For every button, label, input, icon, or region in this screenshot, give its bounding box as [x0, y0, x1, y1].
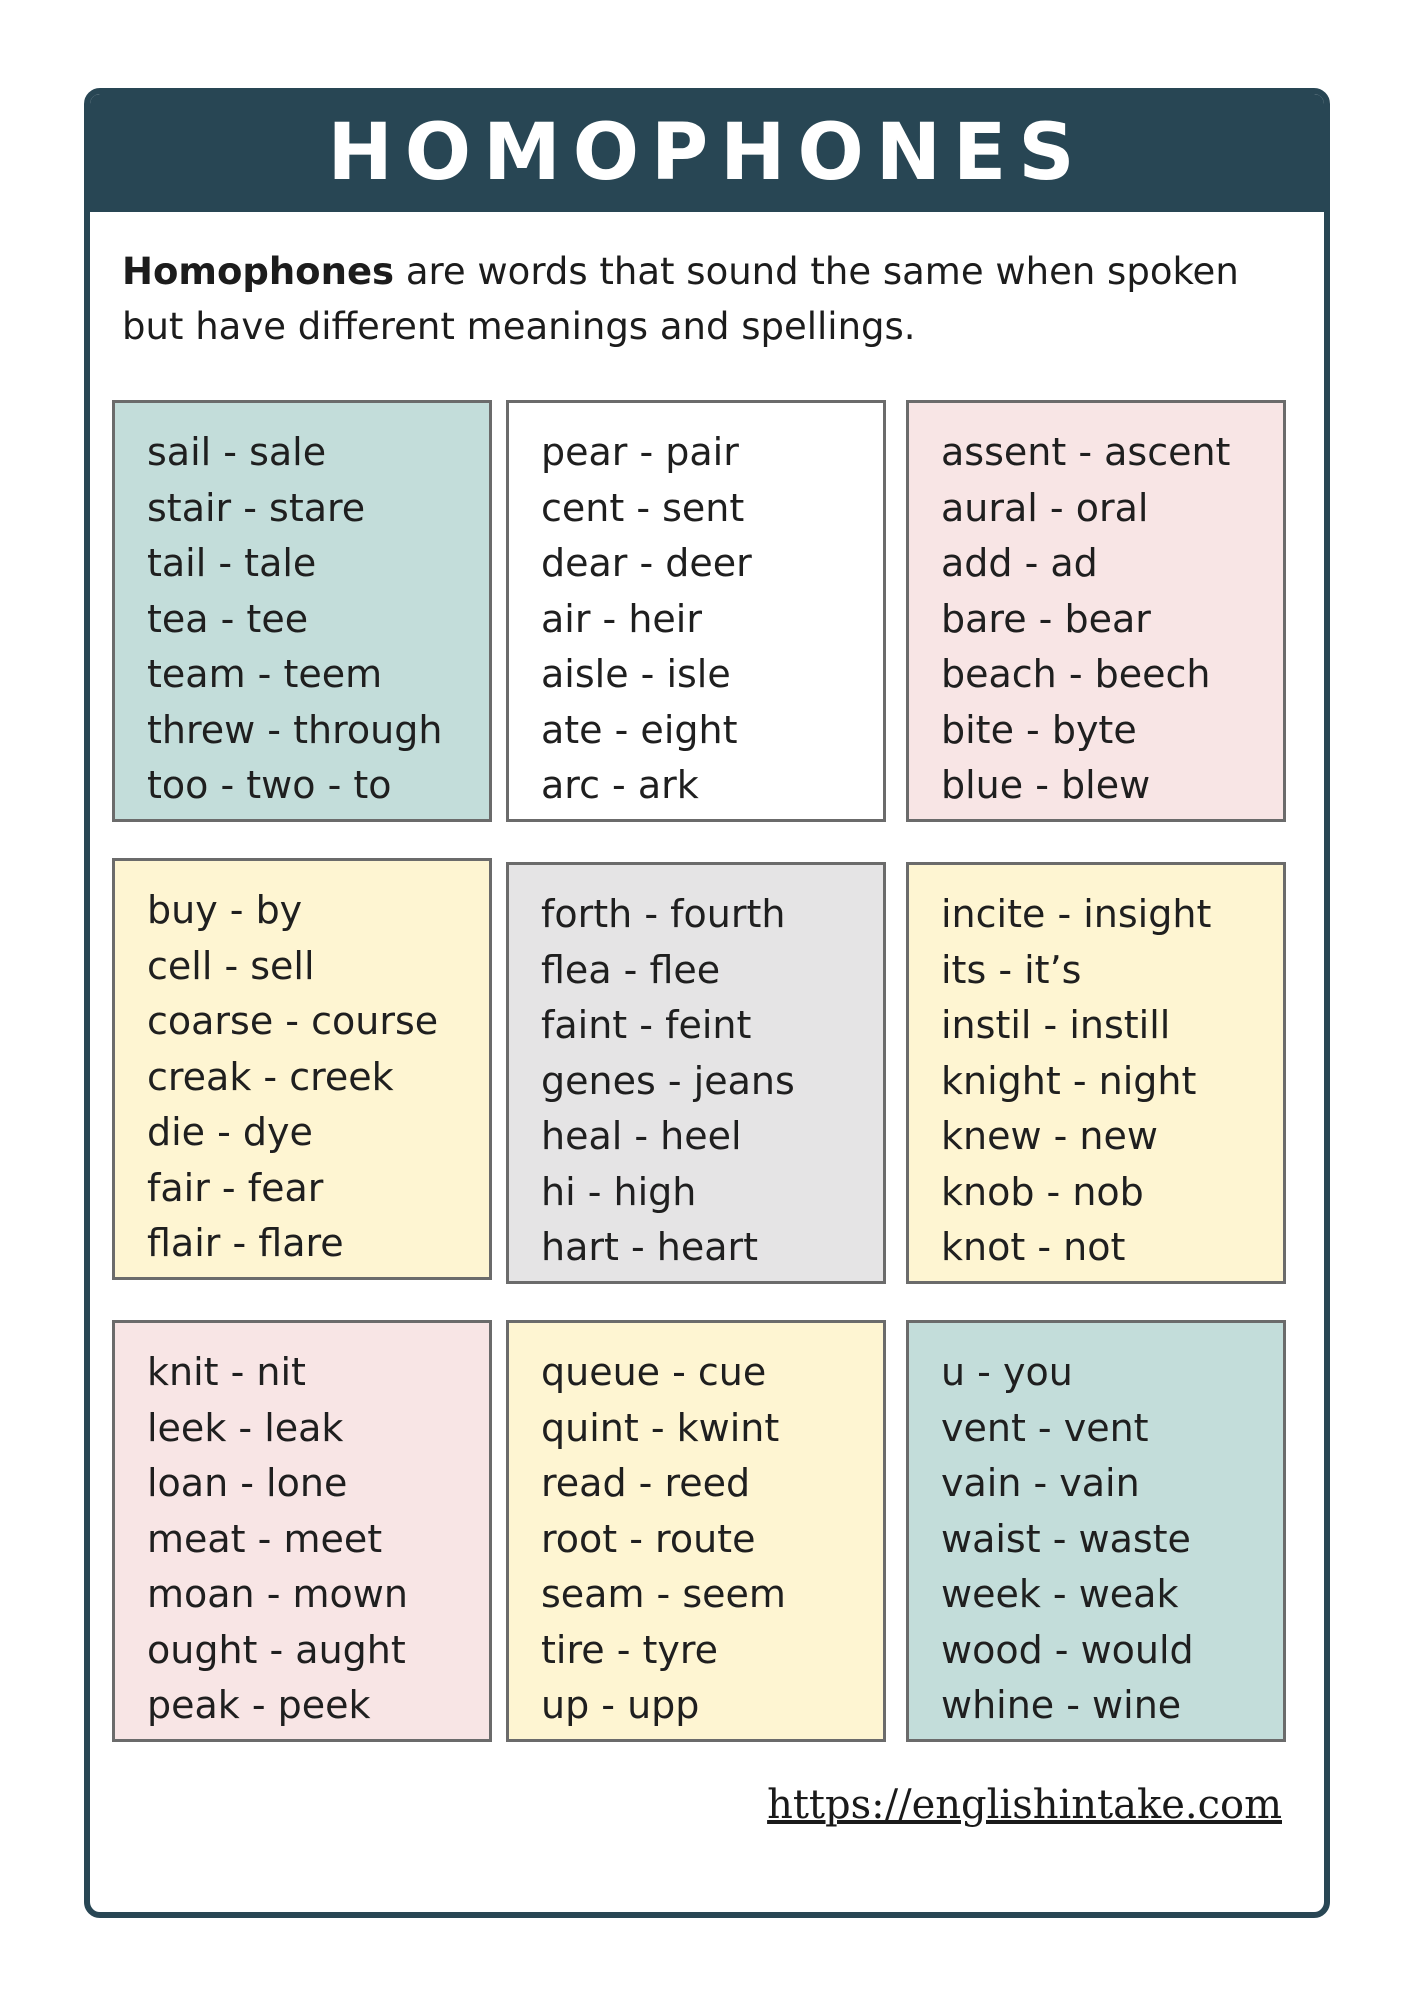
homophone-pair: week - weak	[941, 1572, 1179, 1616]
homophone-pair: team - teem	[147, 652, 383, 696]
homophones-card	[84, 88, 1330, 1918]
word-list	[147, 425, 489, 814]
word-list	[147, 883, 489, 1272]
intro-term: Homophones	[122, 250, 395, 293]
homophone-pair: loan - lone	[147, 1461, 348, 1505]
homophone-pair: vain - vain	[941, 1461, 1140, 1505]
homophone-pair: threw - through	[147, 707, 443, 752]
homophone-pair: queue - cue	[541, 1350, 767, 1394]
homophone-pair: stair - stare	[147, 485, 366, 530]
homophone-pair: flea - flee	[541, 947, 721, 992]
homophone-pair: assent - ascent	[941, 430, 1231, 474]
homophone-pair: genes - jeans	[541, 1058, 795, 1103]
homophone-pair: forth - fourth	[541, 892, 786, 936]
homophone-pair: buy - by	[147, 888, 303, 932]
homophone-pair: hart - heart	[541, 1225, 759, 1269]
homophone-pair: read - reed	[541, 1461, 751, 1505]
homophone-pair: flair - flare	[147, 1221, 344, 1265]
homophone-pair: faint - feint	[541, 1003, 752, 1047]
homophone-pair: root - route	[541, 1516, 756, 1561]
word-list	[941, 425, 1283, 814]
homophone-pair: waist - waste	[941, 1516, 1191, 1561]
word-box	[506, 1320, 886, 1742]
word-box	[906, 400, 1286, 822]
homophone-pair: instil - instill	[941, 1003, 1171, 1047]
word-box	[906, 1320, 1286, 1742]
homophone-pair: sail - sale	[147, 430, 327, 474]
homophone-pair: bite - byte	[941, 707, 1137, 752]
homophone-pair: quint - kwint	[541, 1405, 780, 1450]
homophone-pair: air - heir	[541, 596, 702, 641]
homophone-pair: cent - sent	[541, 485, 745, 530]
homophone-pair: pear - pair	[541, 430, 739, 474]
homophone-pair: tea - tee	[147, 596, 309, 641]
homophone-pair: too - two - to	[147, 763, 392, 807]
homophone-pair: wood - would	[941, 1627, 1194, 1672]
intro-text	[122, 244, 1292, 354]
homophone-pair: vent - vent	[941, 1405, 1149, 1450]
homophone-pair: meat - meet	[147, 1516, 383, 1561]
word-box	[112, 400, 492, 822]
homophone-pair: arc - ark	[541, 763, 699, 807]
homophone-pair: tail - tale	[147, 541, 317, 585]
homophone-pair: aural - oral	[941, 485, 1149, 530]
website-link[interactable]: https://englishintake.com	[767, 1782, 1282, 1828]
word-box	[506, 400, 886, 822]
homophone-pair: add - ad	[941, 541, 1098, 585]
word-box	[506, 862, 886, 1284]
homophone-pair: knob - nob	[941, 1169, 1144, 1214]
intro-definition: are words that sound the same when spoken but have different meanings and spellings.	[122, 250, 1239, 348]
word-box	[906, 862, 1286, 1284]
homophone-pair: fair - fear	[147, 1165, 324, 1210]
homophone-pair: bare - bear	[941, 596, 1151, 641]
homophone-pair: beach - beech	[941, 652, 1211, 696]
homophone-pair: peak - peek	[147, 1683, 371, 1727]
homophone-pair: seam - seem	[541, 1572, 786, 1616]
header-banner	[90, 94, 1324, 212]
homophone-pair: heal - heel	[541, 1114, 742, 1158]
homophone-pair: ought - aught	[147, 1627, 406, 1672]
homophone-pair: whine - wine	[941, 1683, 1182, 1727]
homophone-pair: knight - night	[941, 1058, 1197, 1103]
homophone-pair: die - dye	[147, 1110, 313, 1154]
homophone-pair: its - it’s	[941, 947, 1082, 992]
homophone-pair: creak - creek	[147, 1054, 394, 1099]
word-list	[541, 425, 883, 814]
homophone-pair: ate - eight	[541, 707, 738, 752]
homophone-pair: aisle - isle	[541, 652, 731, 696]
word-list	[941, 1345, 1283, 1734]
homophone-pair: knew - new	[941, 1114, 1158, 1158]
word-list	[147, 1345, 489, 1734]
page-title: HOMOPHONES	[327, 108, 1087, 198]
homophone-pair: tire - tyre	[541, 1627, 719, 1672]
word-list	[541, 1345, 883, 1734]
homophone-pair: knot - not	[941, 1225, 1126, 1269]
homophone-pair: knit - nit	[147, 1350, 306, 1394]
homophone-pair: blue - blew	[941, 763, 1151, 807]
homophone-pair: cell - sell	[147, 943, 315, 988]
word-list	[941, 887, 1283, 1276]
homophone-pair: coarse - course	[147, 999, 439, 1043]
homophone-pair: moan - mown	[147, 1572, 408, 1616]
word-box	[112, 858, 492, 1280]
homophone-pair: incite - insight	[941, 892, 1212, 936]
homophone-pair: up - upp	[541, 1683, 700, 1727]
homophone-pair: dear - deer	[541, 541, 752, 585]
word-list	[541, 887, 883, 1276]
homophone-pair: hi - high	[541, 1169, 697, 1214]
word-box	[112, 1320, 492, 1742]
homophone-pair: u - you	[941, 1350, 1073, 1394]
homophone-pair: leek - leak	[147, 1405, 344, 1450]
